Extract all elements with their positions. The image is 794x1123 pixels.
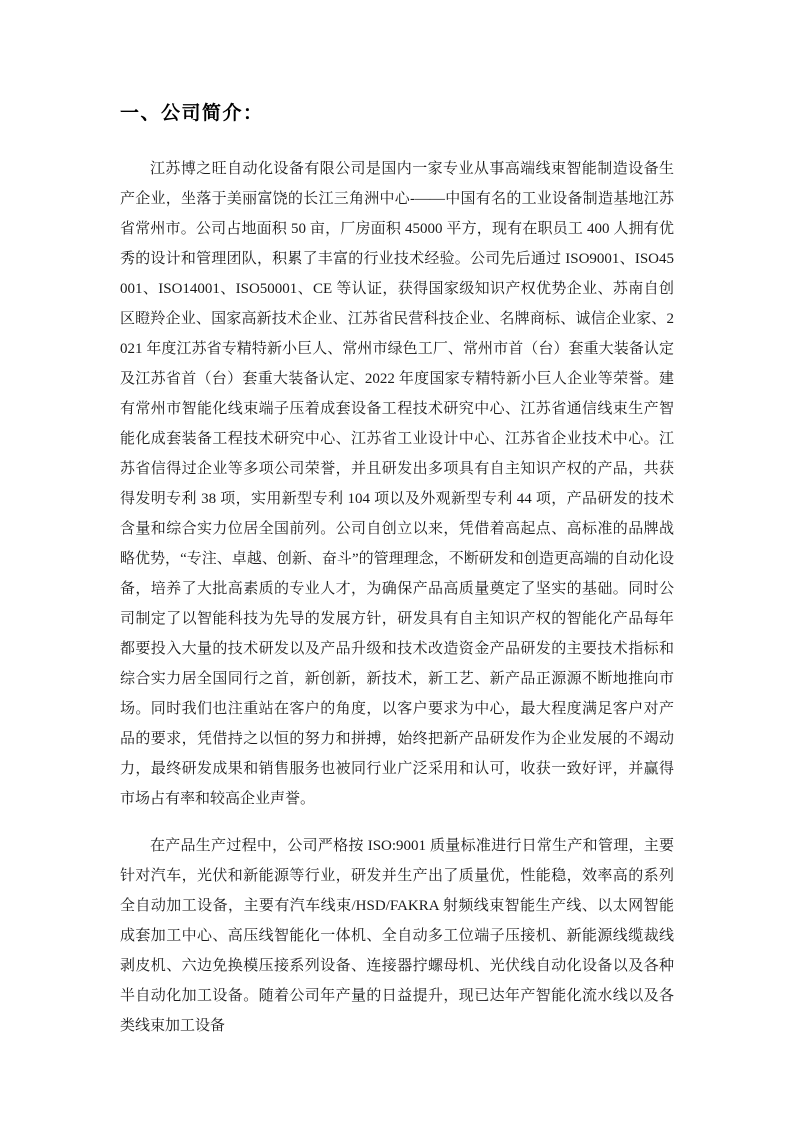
section-heading: 一、公司简介： <box>120 103 264 124</box>
paragraph-company-overview: 江苏博之旺自动化设备有限公司是国内一家专业从事高端线束智能制造设备生产企业，坐落于美丽富饶的长江三角洲中心-——中国有名的工业设备制造基地江苏省常州市。公司占地面积 50 亩，厂房面积 45000 平方，现有在职员工 400 人拥有优秀的设计和管理团队，积累了丰富的行业技术经验。公司先后通过 ISO9001、ISO45001、ISO14001、ISO50001、CE 等认证，获得国家级知识产权优势企业、苏南自创区瞪羚企业、国家高新技术企业、江苏省民营科技企业、名牌商标、诚信企业家、2021 年度江苏省专精特新小巨人、常州市绿色工厂、常州市首（台）套重大装备认定及江苏省首（台）套重大装备认定、2022 年度国家专精特新小巨人企业等荣誉。建有常州市智能化线束端子压着成套设备工程技术研究中心、江苏省通信线束生产智能化成套装备工程技术研究中心、江苏省工业设计中心、江苏省企业技术中心。江苏省信得过企业等多项公司荣誉，并且研发出多项具有自主知识产权的产品，共获得发明专利 38 项，实用新型专利 104 项以及外观新型专利 44 项，产品研发的技术含量和综合实力位居全国前列。公司自创立以来，凭借着高起点、高标准的品牌战略优势，“专注、卓越、创新、奋斗”的管理理念，不断研发和创造更高端的自动化设备，培养了大批高素质的专业人才，为确保产品高质量奠定了坚实的基础。同时公司制定了以智能科技为先导的发展方针，研发具有自主知识产权的智能化产品每年都要投入大量的技术研发以及产品升级和技术改造资金产品研发的主要技术指标和综合实力居全国同行之首，新创新，新技术，新工艺、新产品正源源不断地推向市场。同时我们也注重站在客户的角度，以客户要求为中心，最大程度满足客户对产品的要求，凭借持之以恒的努力和拼搏，始终把新产品研发作为企业发展的不竭动力，最终研发成果和销售服务也被同行业广泛采用和认可，收获一致好评，并赢得市场占有率和较高企业声誉。 <box>120 161 674 807</box>
paragraph-production-process: 在产品生产过程中，公司严格按 ISO:9001 质量标准进行日常生产和管理，主要针对汽车，光伏和新能源等行业，研发并生产出了质量优，性能稳，效率高的系列全自动加工设备，主要有汽车线束/HSD/FAKRA 射频线束智能生产线、以太网智能成套加工中心、高压线智能化一体机、全自动多工位端子压接机、新能源线缆裁线剥皮机、六边免换模压接系列设备、连接器拧螺母机、光伏线自动化设备以及各种半自动化加工设备。随着公司年产量的日益提升，现已达年产智能化流水线以及各类线束加工设备 <box>120 838 674 1034</box>
